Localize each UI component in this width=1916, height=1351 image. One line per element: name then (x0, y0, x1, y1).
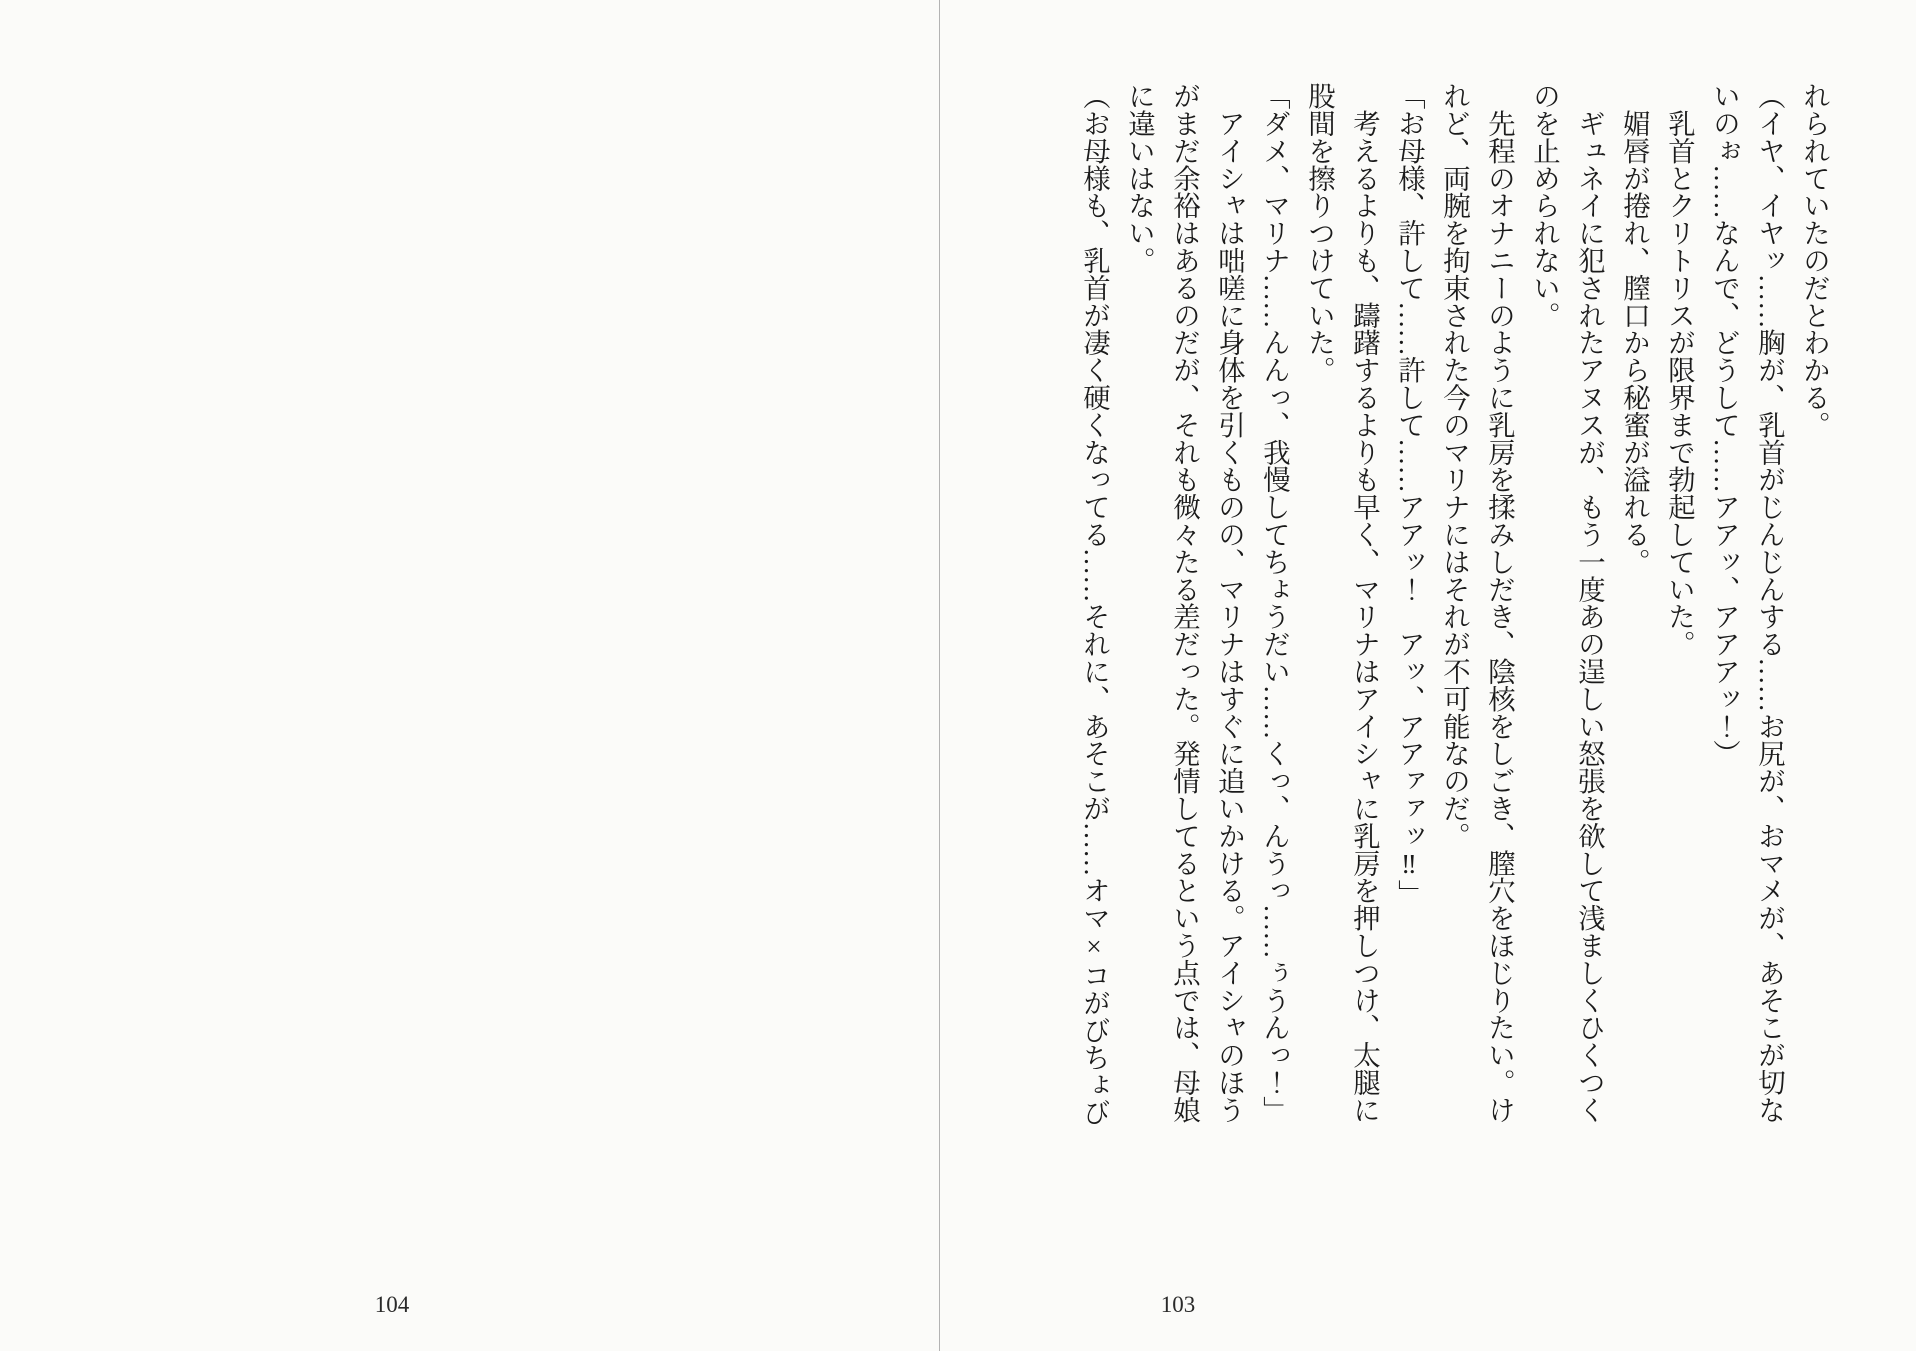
text-line: ギュネイに犯されたアヌスが、もう一度あの逞しい怒張を欲して浅ましくひくつく (1574, 82, 1604, 1124)
page-104-number: 104 (374, 1292, 410, 1317)
text-line: 股間を擦りつけていた。 (1304, 82, 1334, 384)
text-line: （イヤ、イヤッ……胸が、乳首がじんじんする……お尻が、おマメが、あそこが切な (1754, 82, 1784, 1124)
text-line: いのぉ……なんで、どうして……アアッ、アアアッ！） (1709, 82, 1739, 767)
text-line: に違いはない。 (1124, 82, 1154, 274)
page-104 (0, 0, 939, 1351)
text-line: のを止められない。 (1529, 82, 1559, 329)
text-line: 先程のオナニーのように乳房を揉みしだき、陰核をしごき、膣穴をほじりたい。け (1484, 82, 1514, 1124)
page-103-number: 103 (1160, 1292, 1196, 1317)
page-103-text (1071, 82, 1836, 1154)
text-line: 考えるよりも、躊躇するよりも早く、マリナはアイシャに乳房を押しつけ、太腿に (1349, 82, 1379, 1124)
text-line: アイシャは咄嗟に身体を引くものの、マリナはすぐに追いかける。アイシャのほう (1214, 82, 1244, 1124)
text-line: れど、両腕を拘束された今のマリナにはそれが不可能なのだ。 (1439, 82, 1469, 850)
text-line: 媚唇が捲れ、膣口から秘蜜が溢れる。 (1619, 82, 1649, 576)
text-line: れられていたのだとわかる。 (1799, 82, 1829, 439)
text-line: がまだ余裕はあるのだが、それも微々たる差だった。発情してるという点では、母娘 (1169, 82, 1199, 1124)
text-line: 「ダメ、マリナ……んんっ、我慢してちょうだい……くっ、んうっ……ぅうんっ！」 (1259, 82, 1289, 1124)
page-103 (940, 0, 1916, 1351)
text-line: （お母様も、乳首が凄く硬くなってる……それに、あそこが……オマ×コがびちょび (1079, 82, 1109, 1126)
text-line: 乳首とクリトリスが限界まで勃起していた。 (1664, 82, 1694, 658)
text-line: 「お母様、許して……許して……アアッ！ アッ、アアァァッ‼」 (1394, 82, 1424, 907)
